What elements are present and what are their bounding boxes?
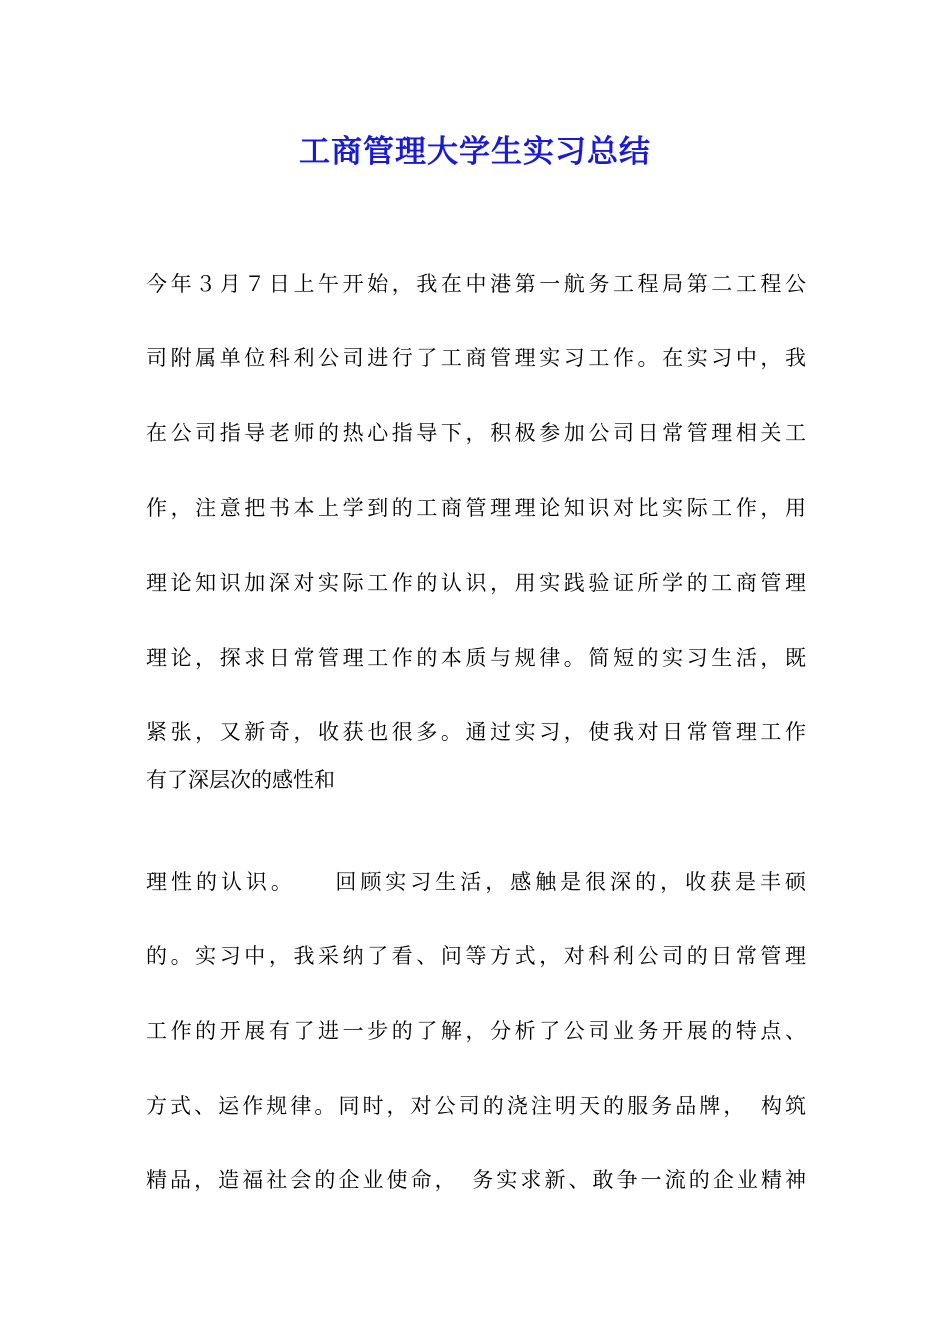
paragraph-line: 作，注意把书本上学到的工商管理理论知识对比实际工作，用 [146, 496, 806, 520]
document-title: 工商管理大学生实习总结 [299, 134, 651, 170]
paragraph-line: 工作的开展有了进一步的了解，分析了公司业务开展的特点、 [146, 1019, 806, 1043]
paragraph-line: 理性的认识。 回顾实习生活，感触是很深的，收获是丰硕 [146, 870, 806, 894]
paragraph-line: 有了深层次的感性和 [146, 768, 335, 792]
paragraph-line: 理论，探求日常管理工作的本质与规律。简短的实习生活，既 [146, 646, 806, 670]
paragraph-line: 司附属单位科利公司进行了工商管理实习工作。在实习中，我 [146, 346, 806, 370]
paragraph-line: 紧张，又新奇，收获也很多。通过实习，使我对日常管理工作 [146, 720, 806, 744]
paragraph-line: 在公司指导老师的热心指导下，积极参加公司日常管理相关工 [146, 421, 806, 445]
paragraph-line: 精品，造福社会的企业使命， 务实求新、敢争一流的企业精神 [146, 1168, 806, 1192]
paragraph-line: 今年３月７日上午开始，我在中港第一航务工程局第二工程公 [146, 272, 806, 296]
paragraph-line: 的。实习中，我采纳了看、问等方式，对科利公司的日常管理 [146, 944, 806, 968]
paragraph-line: 方式、运作规律。同时，对公司的浇注明天的服务品牌， 构筑 [146, 1094, 806, 1118]
paragraph-line: 理论知识加深对实际工作的认识，用实践验证所学的工商管理 [146, 571, 806, 595]
